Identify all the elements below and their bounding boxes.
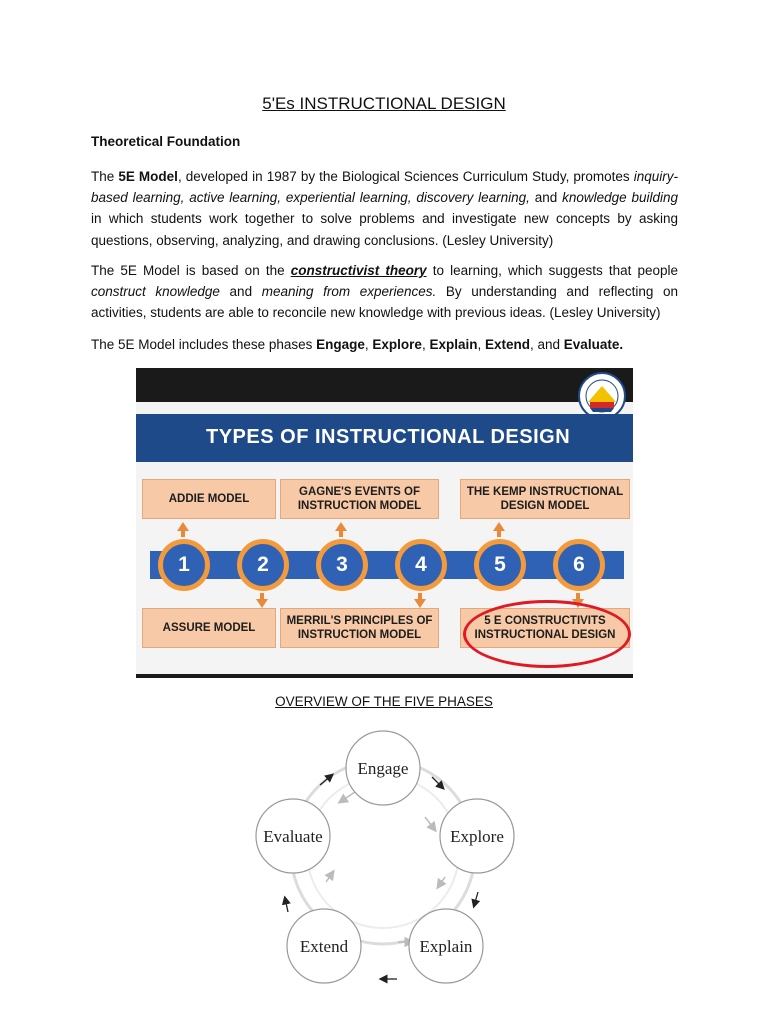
extend-to-evaluate-arrow-icon (285, 898, 288, 912)
phase-extend (287, 909, 361, 983)
evaluate-to-engage-arrow-icon (320, 775, 332, 785)
svg-text:Evaluate: Evaluate (263, 827, 323, 846)
ched-seal-icon (578, 372, 626, 420)
number-circle-3: 3 (316, 539, 368, 591)
phase-explain (409, 909, 483, 983)
five-phases-cycle-diagram (240, 722, 520, 992)
svg-text:Engage: Engage (357, 759, 409, 778)
gagne-model-box: GAGNE'S EVENTS OF INSTRUCTION MODEL (280, 479, 439, 519)
paragraph-constructivist: The 5E Model is based on the constructivist theory to learning, which suggests that people construct knowledge and meaning from experiences. By understanding and reflecting on activities, students are able to reconcile new knowledge with previous ideas. (Lesley University) (91, 263, 679, 321)
slide-bottom-line (136, 674, 633, 678)
assure-model-box: ASSURE MODEL (142, 608, 276, 648)
inner-arrow-icon (326, 872, 333, 882)
number-circle-5: 5 (474, 539, 526, 591)
arrow-stem (497, 531, 501, 537)
number-circle-4: 4 (395, 539, 447, 591)
inner-arrow-icon (425, 817, 435, 830)
overview-title: OVERVIEW OF THE FIVE PHASES (275, 694, 493, 709)
up-arrow-icon (493, 522, 505, 531)
number-circle-1: 1 (158, 539, 210, 591)
inner-arrow-icon (438, 877, 445, 887)
inner-arrow-icon (340, 792, 355, 802)
5e-constructivist-box: 5 E CONSTRUCTIVITS INSTRUCTIONAL DESIGN (460, 608, 630, 648)
up-arrow-icon (335, 522, 347, 531)
highlight-circle (463, 600, 631, 668)
section-heading: Theoretical Foundation (91, 134, 241, 149)
paragraph-5e-model: The 5E Model, developed in 1987 by the Biological Sciences Curriculum Study, promotes inquiry-based learning, active learning, experiential learning, discovery learning, and knowledge building in which students work together to solve problems and investigate new concepts by asking questions, observing, analyzing, and drawing conclusions. (Lesley University) (91, 169, 679, 248)
number-circle-6: 6 (553, 539, 605, 591)
phase-evaluate (256, 799, 330, 873)
explore-to-explain-arrow-icon (474, 892, 478, 906)
phase-explore (440, 799, 514, 873)
svg-text:Extend: Extend (299, 937, 349, 956)
up-arrow-icon (177, 522, 189, 531)
addie-model-box: ADDIE MODEL (142, 479, 276, 519)
svg-text:Explain: Explain (419, 937, 473, 956)
arrow-stem (339, 531, 343, 537)
number-circle-2: 2 (237, 539, 289, 591)
term-5e-model: 5E Model (118, 169, 178, 184)
merrill-model-box: MERRIL'S PRINCIPLES OF INSTRUCTION MODEL (280, 608, 439, 648)
down-arrow-icon (256, 599, 268, 608)
kemp-model-box: THE KEMP INSTRUCTIONAL DESIGN MODEL (460, 479, 630, 519)
slide-top-bar (136, 368, 633, 402)
down-arrow-icon (414, 599, 426, 608)
document-title: 5'Es INSTRUCTIONAL DESIGN (262, 94, 506, 113)
svg-text:Explore: Explore (450, 827, 504, 846)
paragraph-phases: The 5E Model includes these phases Engage, Explore, Explain, Extend, and Evaluate. (91, 337, 624, 352)
arrow-stem (181, 531, 185, 537)
instructional-design-slide (136, 368, 633, 678)
slide-title: TYPES OF INSTRUCTIONAL DESIGN (206, 426, 571, 448)
term-constructivist-theory: constructivist theory (290, 263, 427, 278)
phase-engage (346, 731, 420, 805)
